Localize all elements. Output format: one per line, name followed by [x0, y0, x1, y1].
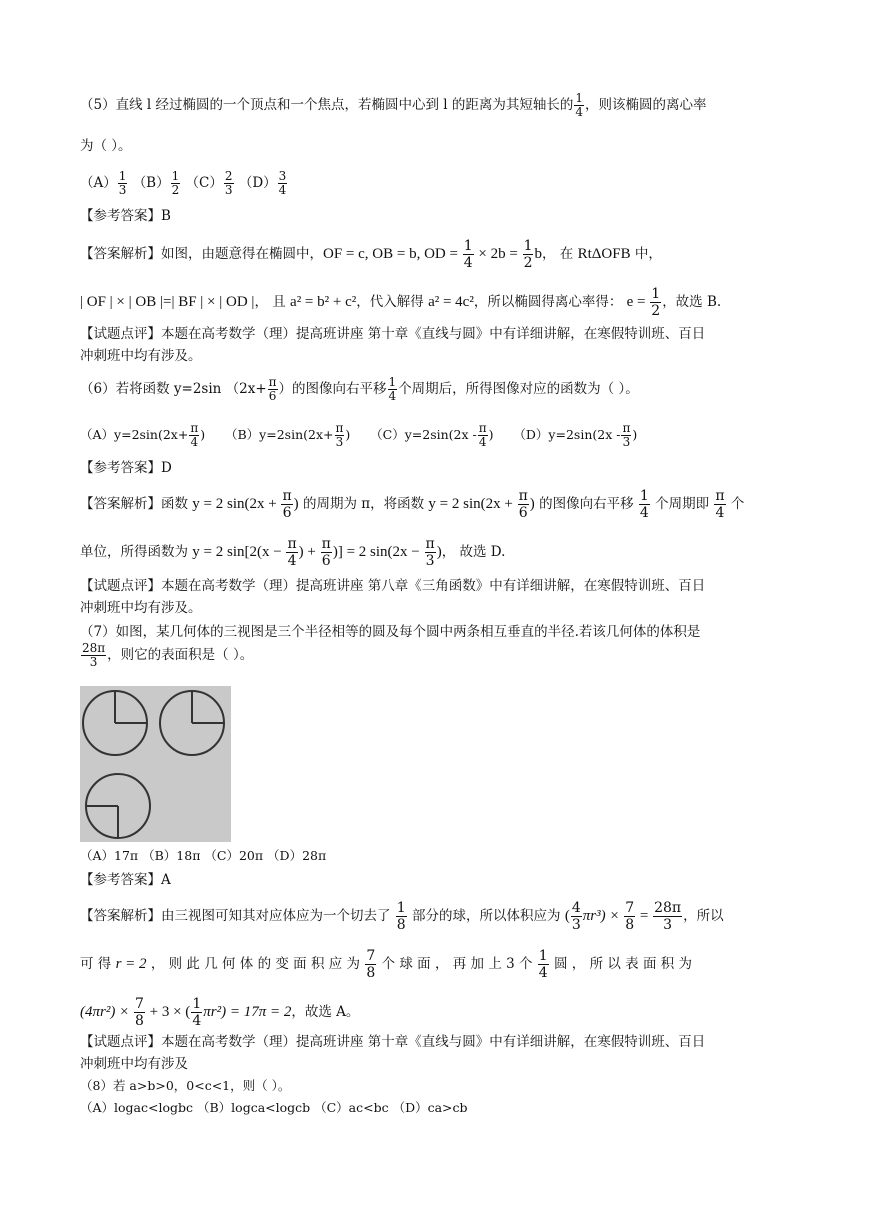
- q7-explanation-line2: 可 得 r = 2 ， 则 此 几 何 体 的 变 面 积 应 为 $\frac{7}{8}$ 个 球 面 ， 再 加 上 3 个 $\frac{1}{4}$ 圆 ， 所 以 表 面 积 为: [80, 948, 693, 981]
- q7-explanation-line1: 【答案解析】由三视图可知其对应体应为一个切去了 $\frac{1}{8}$ 部分的球，所以体积应为 ( $\frac{4}{3}$ πr³) × $\frac{7}{8}$ = $\frac{28\pi}{3}$ ，所以: [80, 900, 724, 933]
- q6-comment-2: 冲刺班中均有涉及。: [80, 600, 202, 616]
- q7-comment-2: 冲刺班中均有涉及: [80, 1056, 188, 1072]
- q6-comment-1: 【试题点评】本题在高考数学（理）提高班讲座 第八章《三角函数》中有详细讲解，在寒假特训班、百日: [80, 578, 706, 594]
- q7-stem-line1: （7）如图，某几何体的三视图是三个半径相等的圆及每个圆中两条相互垂直的半径.若该几何体的体积是: [80, 624, 701, 640]
- fraction: $\frac{3}{4}$: [278, 169, 287, 197]
- q5-answer: 【参考答案】B: [80, 208, 171, 224]
- q5-comment-2: 冲刺班中均有涉及。: [80, 348, 202, 364]
- q5-options: （A） $\frac{1}{3}$ （B） $\frac{1}{2}$ （C） $\frac{2}{3}$ （D） $\frac{3}{4}$: [80, 169, 287, 197]
- q7-explanation-line3: (4πr²) × $\frac{7}{8}$ + 3 × ( $\frac{1}{4}$ πr²) = 17π = 2，故选 A。: [80, 996, 360, 1029]
- q5-stem-text-2: ，则该椭圆的离心率: [585, 97, 707, 113]
- q5-explanation-line1: 【答案解析】如图，由题意得在椭圆中，OF = c, OB = b, OD = $\frac{1}{4}$ × 2b = $\frac{1}{2}$ b， 在 RtΔOFB 中，: [80, 238, 662, 271]
- q5-explanation-line2: | OF | × | OB |=| BF | × | OD |， 且 a² = b² + c²，代入解得 a² = 4c²，所以椭圆得离心率得： e = $\frac{1}{2}$ ，故选 B.: [80, 286, 722, 319]
- three-view-figure: [80, 686, 231, 842]
- q6-answer: 【参考答案】D: [80, 460, 172, 476]
- fraction: $\frac{1}{3}$: [118, 169, 127, 197]
- fraction: $\frac{1}{4}$: [575, 91, 584, 119]
- q6-explanation-line1: 【答案解析】函数 y = 2 sin(2x + $\frac{\pi}{6}$ ) 的周期为 π，将函数 y = 2 sin(2x + $\frac{\pi}{6}$ ) 的图像向右平移 $\frac{1}{4}$ 个周期即 $\frac{\pi}{4}$ 个: [80, 488, 745, 521]
- q6-stem: （6）若将函数 y=2sin （2x+ $\frac{\pi}{6}$ ）的图像向右平移 $\frac{1}{4}$ 个周期后，所得图像对应的函数为（ ）。: [80, 375, 639, 403]
- q5-comment-1: 【试题点评】本题在高考数学（理）提高班讲座 第十章《直线与圆》中有详细讲解，在寒假特训班、百日: [80, 326, 706, 342]
- fraction: $\frac{2}{3}$: [224, 169, 233, 197]
- q7-answer: 【参考答案】A: [80, 872, 171, 888]
- fraction: $\frac{1}{2}$: [171, 169, 180, 197]
- q8-stem: （8）若 a>b>0，0<c<1，则（ ）。: [80, 1078, 291, 1093]
- q7-comment-1: 【试题点评】本题在高考数学（理）提高班讲座 第十章《直线与圆》中有详细讲解，在寒假特训班、百日: [80, 1034, 706, 1050]
- q6-explanation-line2: 单位，所得函数为 y = 2 sin[2(x − $\frac{\pi}{4}$ ) + $\frac{\pi}{6}$ )] = 2 sin(2x − $\frac{\pi}{3}$ )， 故选 D.: [80, 536, 506, 569]
- q7-options: （A）17π （B）18π （C）20π （D）28π: [80, 848, 327, 863]
- q6-options: （A）y=2sin(2x+ $\frac{\pi}{4}$ ) （B）y=2sin(2x+ $\frac{\pi}{3}$ ) （C）y=2sin(2x - $\frac{\pi}{4}$ ) （D）y=2sin(2x - $\frac{\pi}{3}$ ): [80, 421, 638, 449]
- q5-stem-text: （5）直线 l 经过椭圆的一个顶点和一个焦点，若椭圆中心到 l 的距离为其短轴长的: [80, 97, 574, 113]
- q5-stem-line2: 为（ ）。: [80, 138, 132, 154]
- q5-stem-line1: [80, 92, 707, 119]
- q7-stem-line2: $\frac{28\pi}{3}$ ，则它的表面积是（ ）。: [82, 641, 254, 669]
- q8-options: （A）logac<logbc （B）logca<logcb （C）ac<bc （D）ca>cb: [80, 1100, 468, 1115]
- three-view-circles: [80, 686, 231, 842]
